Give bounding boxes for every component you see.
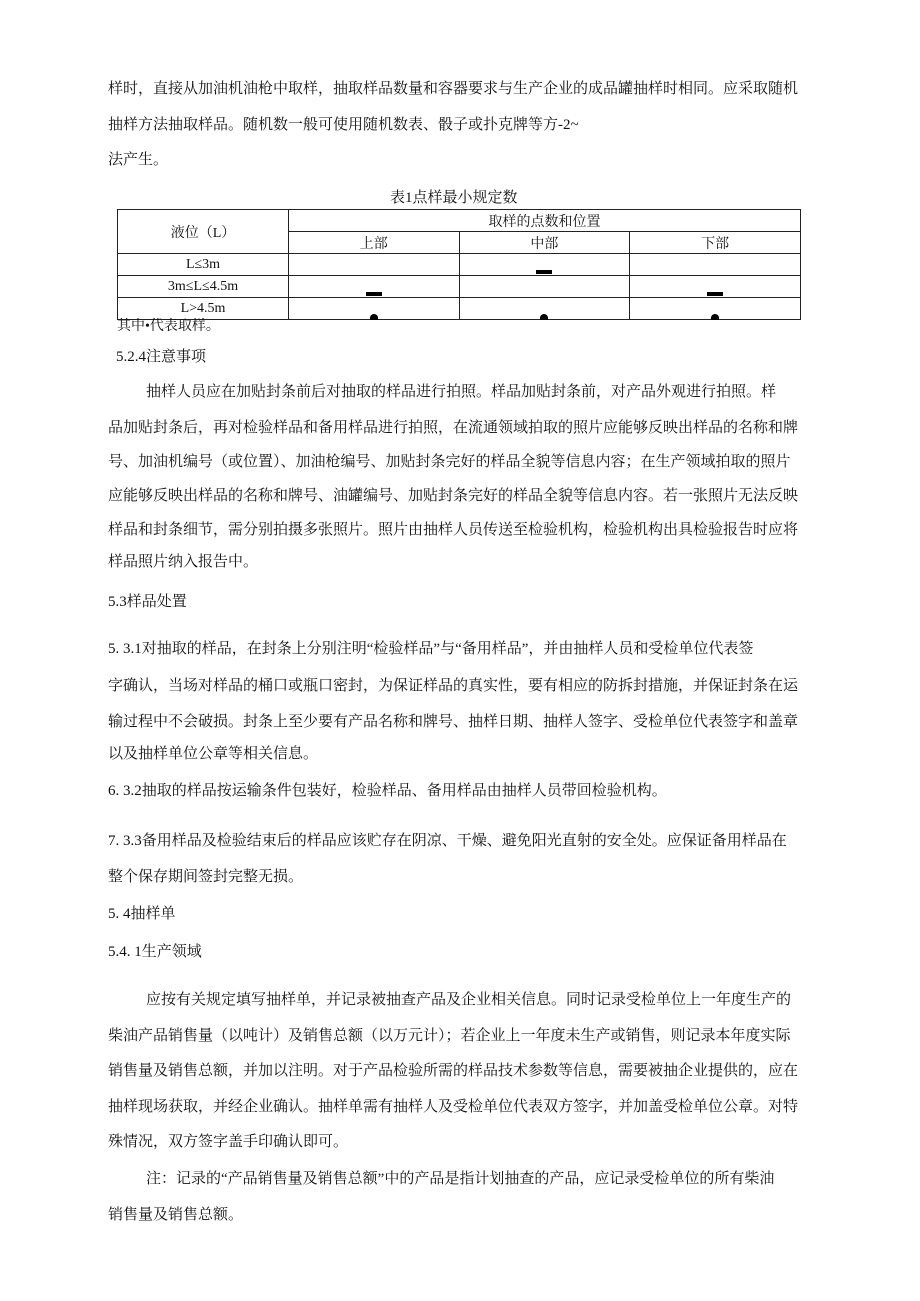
sample-mark <box>536 270 552 274</box>
cell <box>289 276 460 298</box>
table-row <box>118 276 801 298</box>
sampling-table <box>117 209 801 320</box>
cell <box>459 254 630 276</box>
subsection-heading: 5.4. 1生产领域 <box>108 944 202 960</box>
text-line: 7. 3.3备用样品及检验结束后的样品应该贮存在阴凉、干燥、避免阳光直射的安全处。应保证备用样品在 <box>108 833 787 849</box>
sample-mark <box>366 292 382 296</box>
table-row <box>118 298 801 320</box>
text-line: 抽样方法抽取样品。随机数一般可使用随机数表、骰子或扑克牌等方-2~ <box>108 117 579 133</box>
cell <box>630 298 801 320</box>
section-heading: 5.2.4注意事项 <box>116 349 207 365</box>
cell <box>459 298 630 320</box>
text-line: 样品照片纳入报告中。 <box>108 554 259 570</box>
table-caption: 表1点样最小规定数 <box>390 190 518 206</box>
sample-mark <box>711 314 719 320</box>
cell <box>630 276 801 298</box>
text-line: 应能够反映出样品的名称和牌号、油罐编号、加贴封条完好的样品全貌等信息内容。若一张照片无法反映 <box>108 488 799 504</box>
text-line: 样品和封条细节，需分别拍摄多张照片。照片由抽样人员传送至检验机构，检验机构出具检验报告时应将 <box>108 522 799 538</box>
text-line: 法产生。 <box>108 152 169 168</box>
text-line: 6. 3.2抽取的样品按运输条件包装好，检验样品、备用样品由抽样人员带回检验机构。 <box>108 783 667 799</box>
text-line: 抽样现场获取，并经企业确认。抽样单需有抽样人及受检单位代表双方签字，并加盖受检单位公章。对特 <box>108 1099 799 1115</box>
table-row <box>118 254 801 276</box>
text-line: 样时，直接从加油机油枪中取样，抽取样品数量和容器要求与生产企业的成品罐抽样时相同。应采取随机 <box>108 81 799 97</box>
section-heading: 5. 4抽样单 <box>108 906 176 922</box>
note-line: 注：记录的“产品销售量及销售总额”中的产品是指计划抽查的产品，应记录受检单位的所有柴油 <box>146 1171 775 1187</box>
text-line: 号、加油机编号（或位置）、加油枪编号、加贴封条完好的样品全貌等信息内容；在生产领域拍取的照片 <box>108 454 791 470</box>
text-line: 输过程中不会破损。封条上至少要有产品名称和牌号、抽样日期、抽样人签字、受检单位代表签字和盖章 <box>108 714 799 730</box>
table-note: 其中•代表取样。 <box>117 319 220 334</box>
sample-mark <box>540 314 548 320</box>
sample-mark <box>370 314 378 320</box>
col-header: 上部 <box>289 232 460 254</box>
text-line: 应按有关规定填写抽样单，并记录被抽查产品及企业相关信息。同时记录受检单位上一年度生产的 <box>146 992 792 1008</box>
text-line: 品加贴封条后，再对检验样品和备用样品进行拍照，在流通领域拍取的照片应能够反映出样品的名称和牌 <box>108 420 799 436</box>
text-line: 殊情况，双方签字盖手印确认即可。 <box>108 1134 349 1150</box>
note-line: 销售量及销售总额。 <box>108 1207 244 1223</box>
cell <box>289 254 460 276</box>
header-group: 取样的点数和位置 <box>289 210 801 232</box>
text-line: 字确认，当场对样品的桶口或瓶口密封，为保证样品的真实性，要有相应的防拆封措施，并保证封条在运 <box>108 678 799 694</box>
sample-mark <box>707 292 723 296</box>
text-line: 柴油产品销售量（以吨计）及销售总额（以万元计）；若企业上一年度未生产或销售，则记录本年度实际 <box>108 1028 791 1044</box>
row-label: 3m≤L≤4.5m <box>118 276 289 298</box>
cell <box>289 298 460 320</box>
text-line: 抽样人员应在加贴封条前后对抽取的样品进行拍照。样品加贴封条前，对产品外观进行拍照。样 <box>146 384 777 400</box>
col-header: 下部 <box>630 232 801 254</box>
cell <box>630 254 801 276</box>
col-header: 中部 <box>459 232 630 254</box>
row-label: L≤3m <box>118 254 289 276</box>
text-line: 以及抽样单位公章等相关信息。 <box>108 746 319 762</box>
text-line: 5. 3.1对抽取的样品，在封条上分别注明“检验样品”与“备用样品”，并由抽样人员和受检单位代表签 <box>108 641 754 657</box>
row-label: L>4.5m <box>118 298 289 320</box>
text-line: 整个保存期间签封完整无损。 <box>108 869 304 885</box>
section-heading: 5.3样品处置 <box>108 594 187 610</box>
text-line: 销售量及销售总额，并加以注明。对于产品检验所需的样品技术参数等信息，需要被抽企业提供的，应在 <box>108 1063 799 1079</box>
cell <box>459 276 630 298</box>
header-level: 液位（L） <box>118 210 289 254</box>
